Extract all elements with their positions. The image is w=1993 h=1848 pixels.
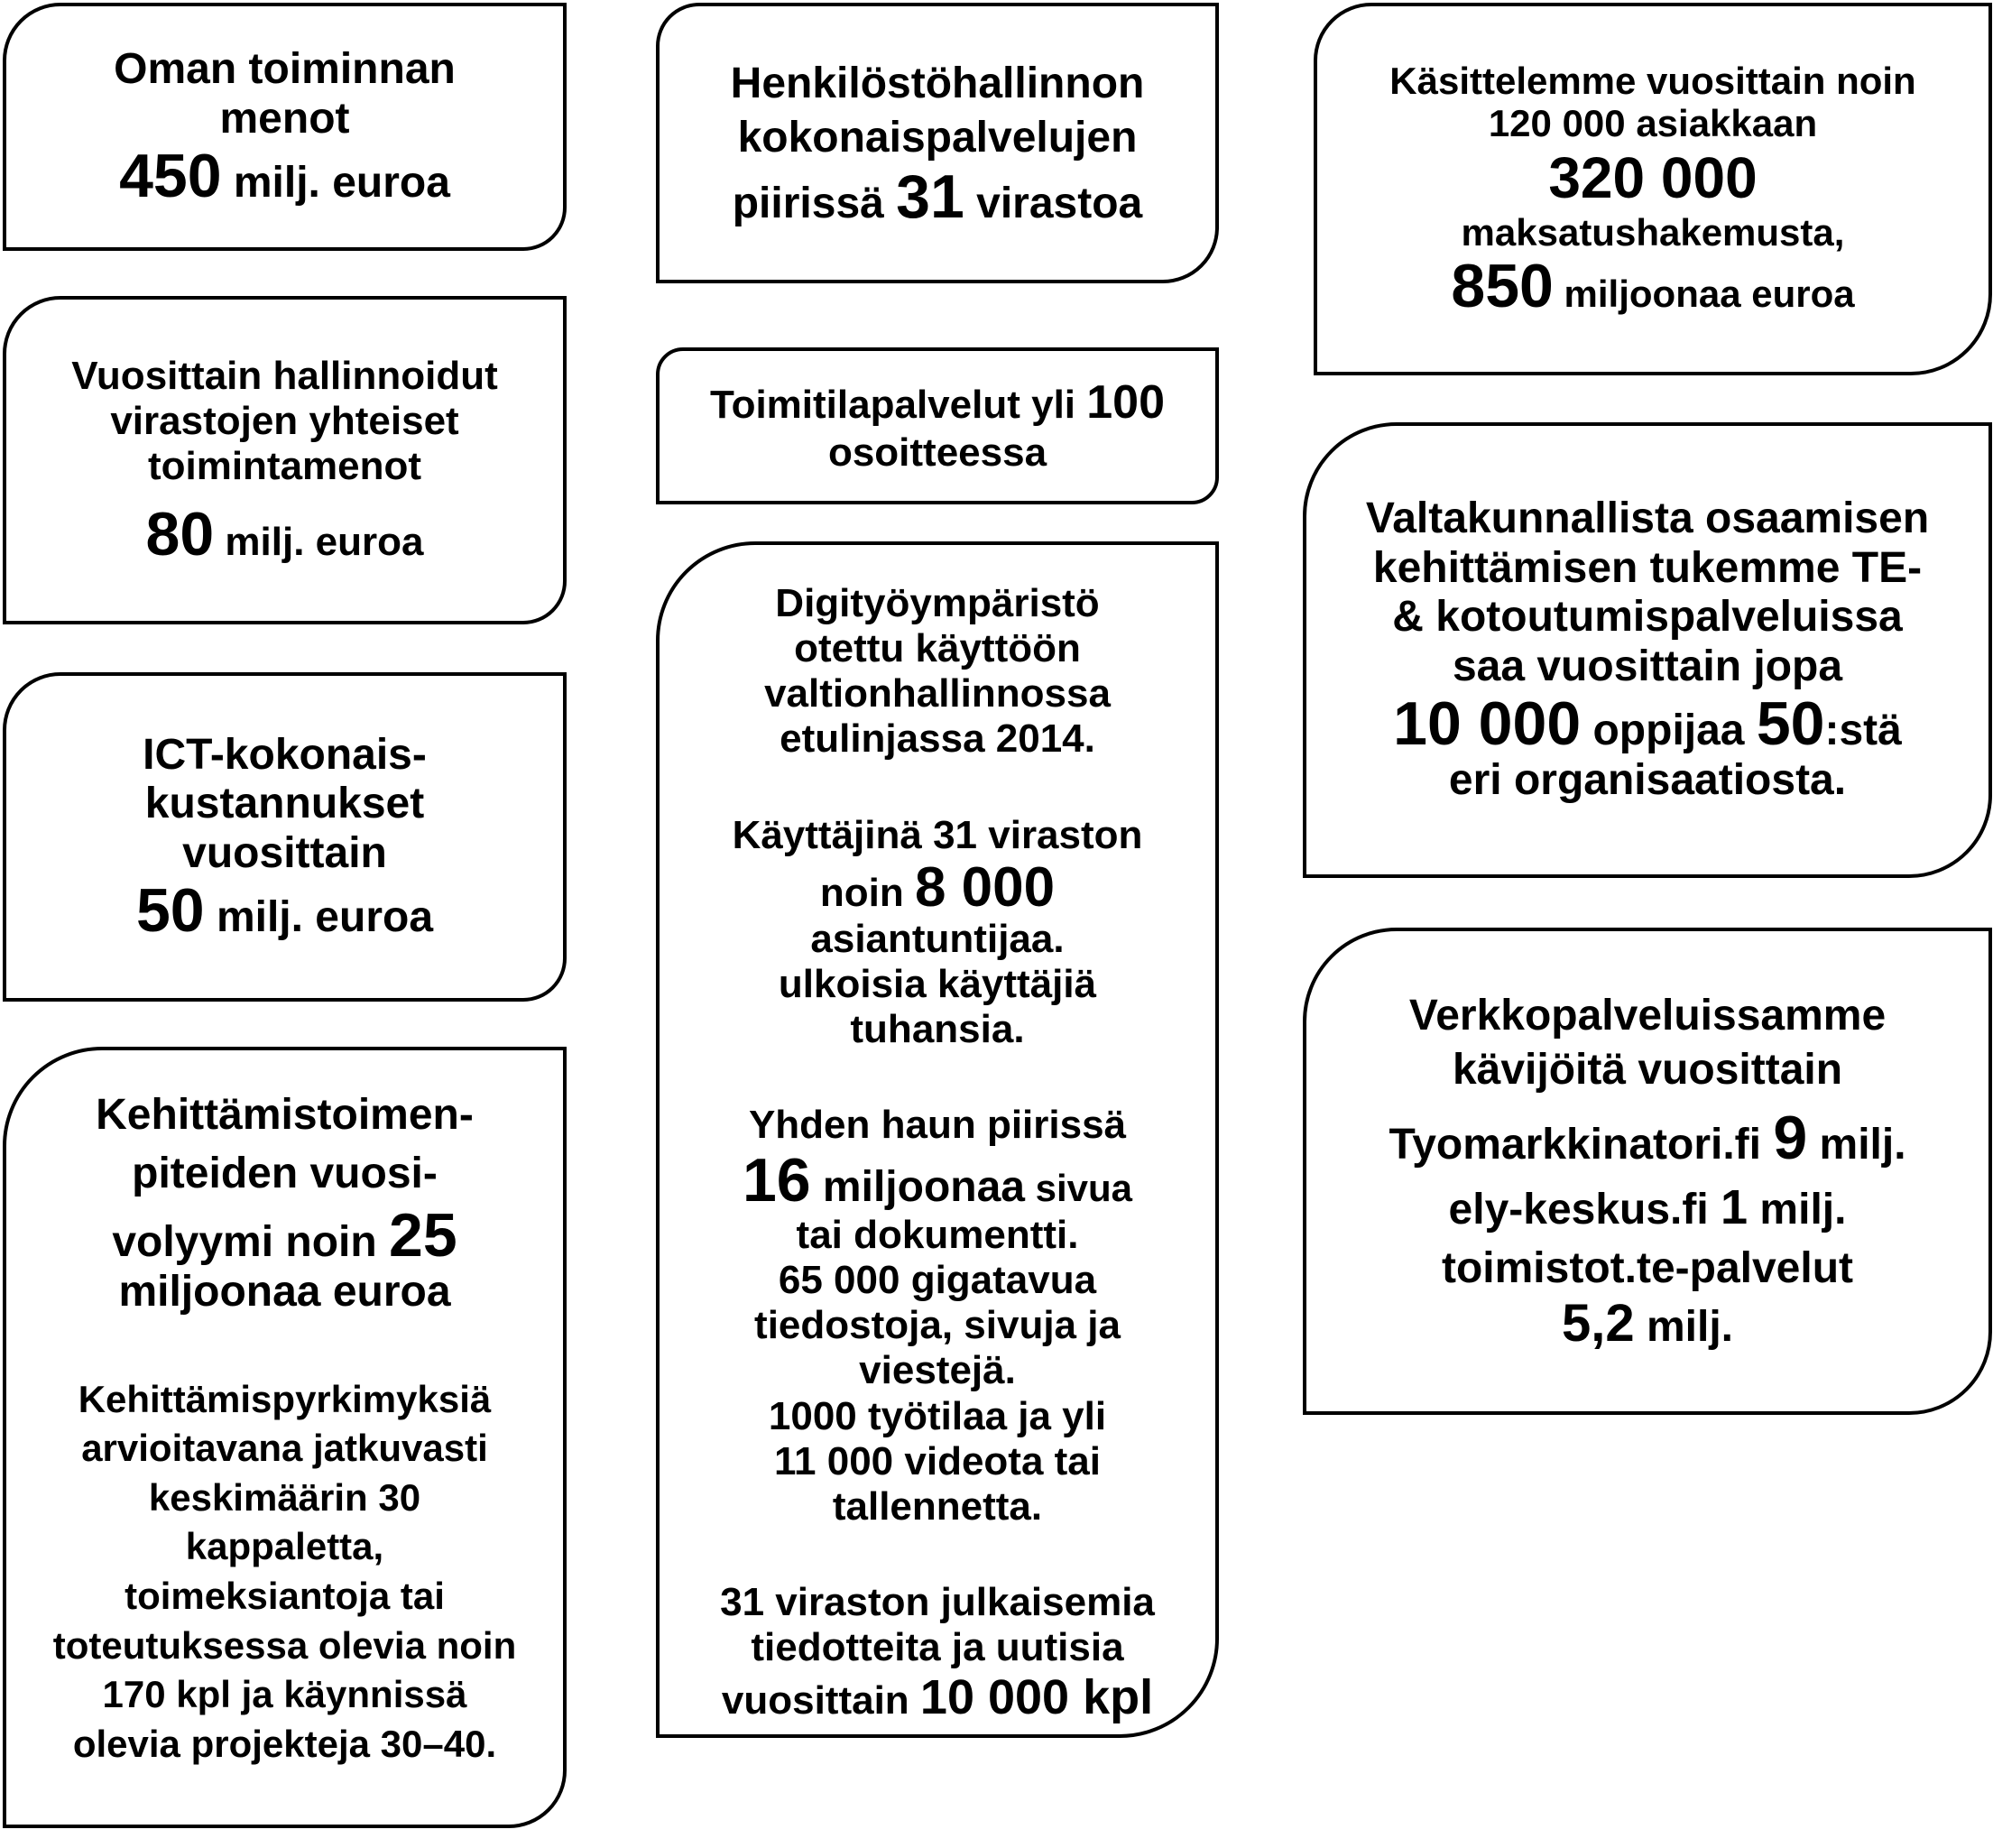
shared-expenses-line3: toimintamenot	[147, 444, 422, 489]
card-development	[3, 1047, 567, 1828]
payments-line3: maksatushakemusta,	[1461, 211, 1845, 254]
digital-search-count-row	[742, 1145, 1133, 1215]
development-detail-line: toteutuksessa olevia noin	[52, 1623, 517, 1667]
shared-expenses-value: 80	[145, 499, 215, 568]
digital-users-count-row	[733, 855, 1143, 919]
learning-learners-value: 10 000	[1393, 688, 1582, 758]
digital-search-unit: miljoonaa	[810, 1162, 1025, 1211]
payments-amount-value: 850	[1451, 252, 1554, 321]
hr-services-count-row	[732, 162, 1143, 231]
shared-expenses-unit: milj. euroa	[214, 519, 424, 564]
digital-users-line: asiantuntijaa.	[810, 916, 1065, 961]
own-expenses-line2: menot	[219, 94, 350, 143]
payments-applications-value: 320 000	[1548, 145, 1758, 211]
digital-search-line: 11 000 videota tai	[774, 1438, 1101, 1483]
digital-news-value: 10 000 kpl	[919, 1670, 1154, 1725]
web-site3-name: toimistot.te-palvelut	[1441, 1244, 1854, 1293]
facilities-value: 100	[1086, 376, 1166, 430]
learning-orgs-value: 50	[1756, 688, 1825, 758]
development-detail-line: keskimäärin 30	[148, 1475, 421, 1519]
digital-search	[743, 1103, 1132, 1529]
development-volume-row	[112, 1200, 457, 1270]
digital-search-line: 65 000 gigatavua	[778, 1258, 1097, 1303]
own-expenses-line1: Oman toiminnan	[114, 45, 456, 94]
web-site1-unit: milj.	[1807, 1121, 1906, 1169]
ict-costs-line3: vuosittain	[182, 829, 387, 878]
shared-expenses-amount-row	[145, 499, 424, 568]
hr-services-line2: kokonaispalvelujen	[737, 113, 1138, 162]
digital-news-label: vuosittain	[721, 1678, 920, 1723]
development-line4: miljoonaa euroa	[118, 1267, 451, 1316]
web-site3-row	[1562, 1294, 1733, 1354]
ict-costs-amount-row	[135, 875, 434, 945]
hr-services-count-value: 31	[896, 162, 964, 231]
web-site2-row	[1449, 1180, 1847, 1236]
web-site2-unit: milj.	[1748, 1185, 1847, 1234]
digital-users-value: 8 000	[914, 855, 1056, 919]
digital-users	[733, 813, 1143, 1053]
card-payments	[1314, 3, 1992, 375]
development-volume-value: 25	[389, 1200, 457, 1270]
digital-news-count-row	[720, 1670, 1155, 1726]
own-expenses-amount-row	[119, 141, 450, 210]
development-volume-label: volyymi noin	[112, 1217, 390, 1266]
development-detail-list	[53, 1375, 516, 1769]
card-digital-workspace	[656, 541, 1219, 1738]
card-facilities	[656, 347, 1219, 504]
shared-expenses-line1: Vuosittain hallinnoidut	[71, 354, 498, 399]
web-line1: Verkkopalveluissamme	[1408, 992, 1887, 1040]
ict-costs-unit: milj. euroa	[204, 892, 434, 941]
development-detail-line: toimeksiantoja tai	[125, 1575, 445, 1618]
digital-search-line1: Yhden haun piirissä	[748, 1103, 1127, 1148]
digital-search-value: 16	[742, 1145, 811, 1215]
development-detail-line: arvioitavana jatkuvasti	[81, 1427, 488, 1470]
own-expenses-value: 450	[119, 141, 222, 210]
ict-costs-value: 50	[135, 875, 205, 945]
learning-line4: saa vuosittain jopa	[1452, 642, 1843, 691]
payments-line1: Käsittelemme vuosittain noin	[1389, 59, 1916, 102]
digital-news-line: tiedotteita ja uutisia	[751, 1625, 1124, 1670]
card-shared-expenses	[3, 296, 567, 624]
digital-users-line1: Käyttäjinä 31 viraston	[732, 812, 1143, 857]
learning-line2: kehittämisen tukemme TE-	[1372, 543, 1923, 592]
digital-news-line: 31 viraston julkaisemia	[720, 1579, 1155, 1624]
digital-search-line: tiedostoja, sivuja ja	[754, 1303, 1121, 1348]
web-site1-value: 9	[1773, 1104, 1808, 1173]
web-site3-unit: milj.	[1634, 1302, 1733, 1351]
learning-line6: eri organisaatiosta.	[1448, 756, 1847, 805]
digital-intro-line: Digityöympäristö	[775, 581, 1100, 625]
development-line2: piteiden vuosi-	[132, 1149, 438, 1197]
web-site2-value: 1	[1721, 1179, 1748, 1234]
digital-intro-line: etulinjassa 2014.	[780, 716, 1095, 762]
payments-amount-row	[1451, 254, 1854, 319]
digital-search-line: viestejä.	[859, 1348, 1016, 1393]
development-detail-line: Kehittämispyrkimyksiä	[78, 1377, 492, 1420]
web-site1-name: Tyomarkkinatori.fi	[1389, 1121, 1774, 1169]
development-detail-line: olevia projekteja 30–40.	[72, 1722, 497, 1765]
digital-search-line: tallennetta.	[832, 1483, 1043, 1529]
facilities-label: Toimitilapalvelut yli	[709, 383, 1087, 428]
facilities-line2: osoitteessa	[827, 430, 1047, 475]
learning-line1: Valtakunnallista osaamisen	[1365, 494, 1930, 542]
payments-amount-unit: miljoonaa euroa	[1553, 273, 1855, 316]
digital-users-line: tuhansia.	[850, 1007, 1025, 1052]
digital-search-line: 1000 työtilaa ja yli	[768, 1393, 1107, 1438]
card-own-expenses	[3, 3, 567, 251]
card-learning	[1303, 422, 1992, 878]
learning-count-row	[1393, 688, 1902, 758]
hr-services-count-unit: virastoa	[964, 179, 1143, 227]
hr-services-count-label: piirissä	[732, 179, 897, 227]
facilities-row1	[710, 376, 1165, 430]
learning-orgs-suffix: :stä	[1824, 706, 1902, 754]
learning-line3: & kotoutumispalveluissa	[1392, 593, 1903, 642]
digital-intro-line: otettu käyttöön	[794, 626, 1081, 671]
card-hr-services	[656, 3, 1219, 283]
development-detail-line: 170 kpl ja käynnissä	[102, 1673, 467, 1716]
development-line1: Kehittämistoimen-	[96, 1091, 474, 1139]
hr-services-line1: Henkilöstöhallinnon	[730, 59, 1145, 107]
digital-users-label: noin	[819, 870, 915, 915]
learning-learners-label: oppijaa	[1581, 706, 1757, 754]
digital-users-line: ulkoisia käyttäjiä	[778, 962, 1097, 1007]
web-line2: kävijöitä vuosittain	[1452, 1046, 1843, 1095]
digital-search-line: tai dokumentti.	[796, 1212, 1079, 1257]
shared-expenses-line2: virastojen yhteiset	[110, 399, 459, 444]
development-detail-line: kappaletta,	[185, 1525, 384, 1568]
digital-search-unit2: sivua	[1024, 1166, 1133, 1209]
ict-costs-line1: ICT-kokonais-	[143, 730, 427, 779]
ict-costs-line2: kustannukset	[144, 780, 425, 828]
card-web-services	[1303, 928, 1992, 1415]
own-expenses-unit: milj. euroa	[221, 158, 450, 207]
web-site1-row	[1389, 1104, 1906, 1173]
digital-intro-line: valtionhallinnossa	[764, 671, 1111, 716]
digital-news	[720, 1580, 1155, 1726]
digital-intro	[764, 581, 1111, 762]
web-site2-name: ely-keskus.fi	[1448, 1185, 1721, 1234]
card-ict-costs	[3, 672, 567, 1002]
web-site3-value: 5,2	[1562, 1293, 1635, 1353]
payments-line2: 120 000 asiakkaan	[1488, 102, 1818, 145]
